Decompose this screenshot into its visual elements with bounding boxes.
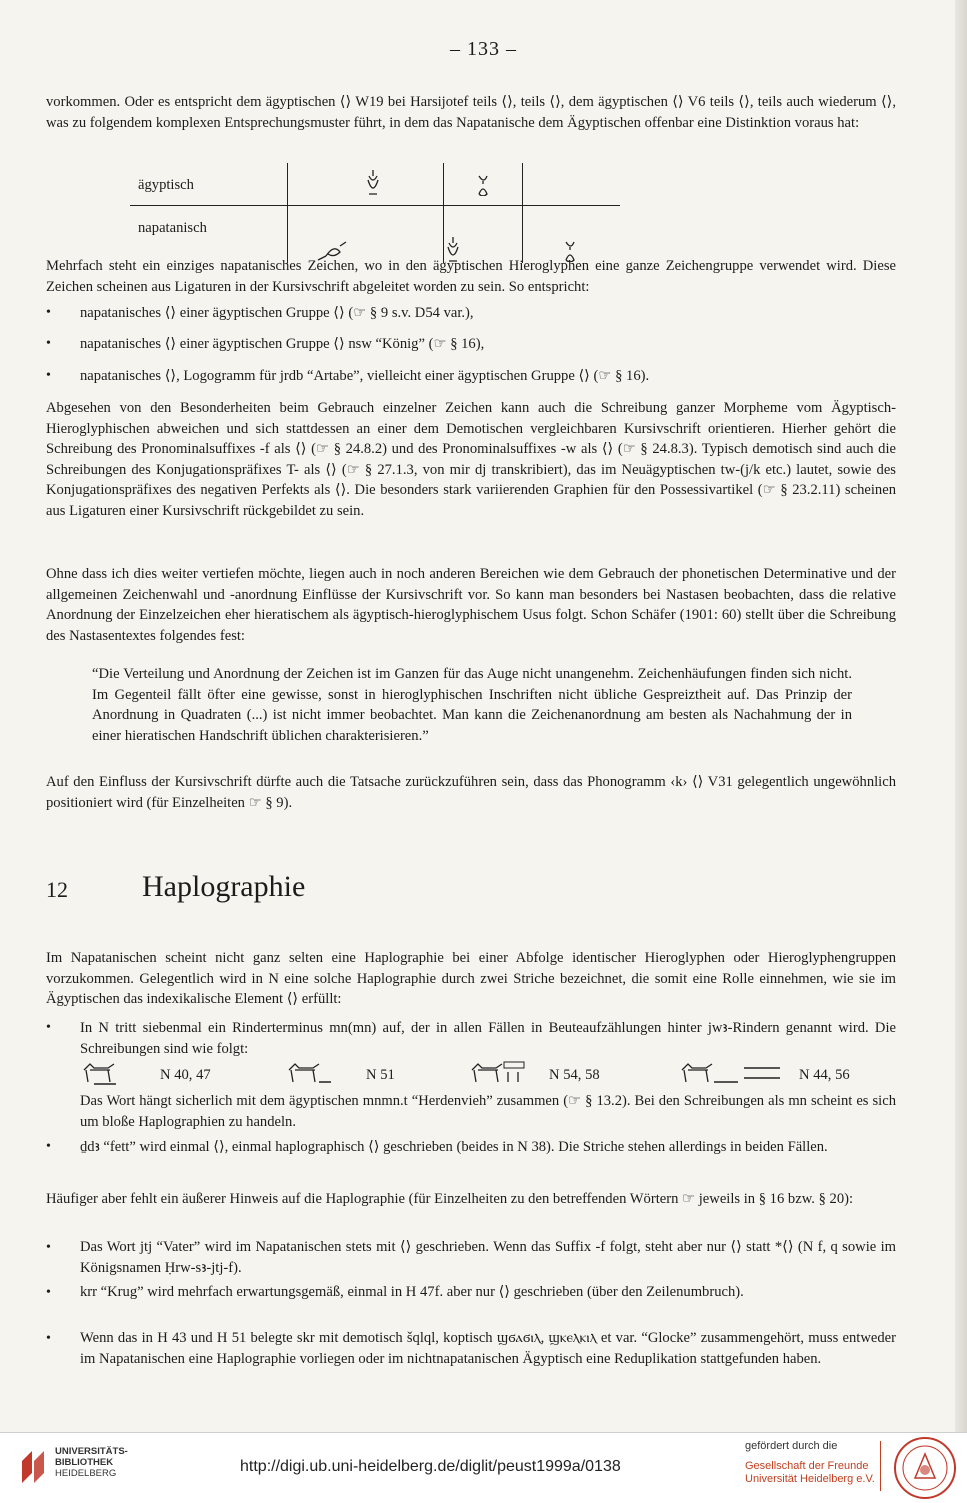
footer-divider — [880, 1441, 881, 1491]
bullet-marker: • — [46, 368, 51, 383]
hieroglyph-bull-icon — [285, 1060, 333, 1086]
list-item-continuation: Das Wort hängt sicherlich mit dem ägyptischen mnmn.t “Herdenvieh” zusammen (☞ § 13.2). Bei den Schreibungen als mn scheint es sich um bloße Haplographien zu handeln. — [80, 1093, 896, 1130]
paragraph-phonogram: Auf den Einfluss der Kursivschrift dürfte auch die Tatsache zurückzuführen sein, dass das Phonogramm ‹k› ⟨⟩ V31 gelegentlich ungewöhnlich positioniert wird (für Einzelheiten ☞ § 9). — [46, 774, 896, 811]
table-vline — [287, 163, 288, 263]
reference-n44-56: N 44, 56 — [799, 1067, 850, 1083]
paragraph-haplography-2: Häufiger aber fehlt ein äußerer Hinweis auf die Haplographie (für Einzelheiten zu den betreffenden Wörtern ☞ jeweils in § 16 bzw. § 20): — [46, 1191, 854, 1207]
table-row-label-egyptian: ägyptisch — [138, 177, 194, 193]
university-seal-icon — [893, 1436, 957, 1500]
section-number: 12 — [46, 877, 68, 902]
bullet-marker: • — [46, 1331, 51, 1346]
sponsor-name-line1: Gesellschaft der Freunde — [745, 1460, 869, 1472]
list-item: In N tritt siebenmal ein Rinderterminus mn(mn) auf, der in allen Fällen in Beuteaufzählungen hinter jwꜣ-Rindern genannt wird. Die Schreibungen sind wie folgt: — [80, 1020, 896, 1057]
hieroglyph-bull-icon — [678, 1058, 786, 1086]
table-horizontal-rule — [130, 205, 620, 206]
bullet-marker: • — [46, 1285, 51, 1300]
list-item: krr “Krug” wird mehrfach erwartungsgemäß, einmal in H 47f. aber nur ⟨⟩ geschrieben (über den Zeilenumbruch). — [80, 1284, 744, 1300]
paragraph-morphemes: Abgesehen von den Besonderheiten beim Gebrauch einzelner Zeichen kann auch die Schreibung ganzer Morpheme vom Ägyptisch-Hieroglyphischen abweichen und sich stattdessen an einer dem Demotischen vergleichbaren Kursivschrift orientieren. Hierher gehört die Schreibung des Pronominalsuffixes -f als ⟨⟩ (☞ § 24.8.2) und des Pronominalsuffixes -w als ⟨⟩ (☞ § 24.8.3). Typisch demotisch sind auch die Schreibungen des Konjugationspräfixes T- als ⟨⟩ (☞ § 27.1.3, von mir dj transkribiert), das im Neuägyptischen tw-(j/k etc.) lautet, sowie des Konjugationspräfixes des negativen Perfekts als ⟨⟩. Die besonders stark variierenden Graphien für den Possessivartikel (☞ § 23.2.11) scheinen aus Ligaturen einer Kursivschrift rückgebildet zu sein. — [46, 400, 896, 519]
bullet-marker: • — [46, 1020, 51, 1035]
sponsor-name-line2: Universität Heidelberg e.V. — [745, 1473, 875, 1485]
list-item: napatanisches ⟨⟩ einer ägyptischen Gruppe ⟨⟩ (☞ § 9 s.v. D54 var.), — [80, 305, 474, 321]
library-name-line1: UNIVERSITÄTS- — [55, 1446, 128, 1457]
hieroglyph-w19-icon — [365, 168, 381, 198]
list-item: napatanisches ⟨⟩ einer ägyptischen Gruppe ⟨⟩ nsw “König” (☞ § 16), — [80, 336, 485, 352]
bullet-marker: • — [46, 336, 51, 351]
library-name-line3: HEIDELBERG — [55, 1468, 117, 1479]
hieroglyph-bull-icon — [80, 1060, 118, 1086]
reference-n54-58: N 54, 58 — [549, 1067, 600, 1083]
section-title: Haplographie — [142, 870, 306, 903]
list-item: Wenn das in H 43 und H 51 belegte skr mit demotisch šqlql, koptisch ϣϭⲁϭⲓⲗ, ϣⲕⲉⲗⲕⲓⲗ et var. “Glocke” zusammengehört, muss entweder im Napatanischen eine Haplographie vorliegen oder im nichtnapatanischen Ägyptisch eine Reduplikation stattgefunden haben. — [80, 1330, 896, 1367]
block-quote: “Die Verteilung und Anordnung der Zeichen ist im Ganzen für das Auge nicht unangenehm. Zeichenhäufungen finden sich nicht. Im Gegenteil fällt öfter eine gewisse, sonst in hieroglyphischen Inschriften nicht übliche Gespreiztheit auf. Das Prinzip der Anordnung in Quadraten (...) ist nicht immer beobachtet. Man kann die Zeichenanordnung am besten als Nachahmung der in einer hieratischen Handschrift üblichen charakterisieren.” — [92, 666, 852, 744]
paragraph-ligatures: Mehrfach steht ein einziges napatanisches Zeichen, wo in den ägyptischen Hieroglyphen eine ganze Zeichengruppe verwendet wird. Diese Zeichen scheinen aus Ligaturen in der Kursivschrift abgeleitet worden zu sein. So entspricht: — [46, 258, 896, 295]
table-vline — [443, 163, 444, 263]
library-name-line2: BIBLIOTHEK — [55, 1457, 114, 1468]
bullet-marker: • — [46, 1240, 51, 1255]
paragraph-intro: vorkommen. Oder es entspricht dem ägyptischen ⟨⟩ W19 bei Harsijotef teils ⟨⟩, teils ⟨⟩, dem ägyptischen ⟨⟩ V6 teils ⟨⟩, teils auch wiederum ⟨⟩, was zu folgendem komplexen Entsprechungsmuster führt, in dem das Napatanische dem Ägyptischen offenbar eine Distinktion voraus hat: — [46, 94, 896, 131]
list-item: Das Wort jtj “Vater” wird im Napatanischen stets mit ⟨⟩ geschrieben. Wenn das Suffix -f folgt, steht aber nur ⟨⟩ statt *⟨⟩ (N f, q sowie im Königsnamen Ḥrw-sꜣ-jtj-f). — [80, 1239, 896, 1276]
permalink-url[interactable]: http://digi.ub.uni-heidelberg.de/diglit/peust1999a/0138 — [240, 1458, 621, 1475]
hieroglyph-bull-icon — [468, 1058, 528, 1086]
bullet-marker: • — [46, 1139, 51, 1154]
page-number: – 133 – — [450, 38, 517, 60]
page-edge — [955, 0, 967, 1432]
bullet-marker: • — [46, 305, 51, 320]
paragraph-haplography: Im Napatanischen scheint nicht ganz selten eine Haplographie bei einer Abfolge identischer Hieroglyphen oder Hieroglyphengruppen vorzukommen. Gelegentlich wird in N eine solche Haplographie durch zwei Striche bezeichnet, die somit eine Rolle einnehmen, wie sie im Ägyptischen das indexikalische Element ⟨⟩ erfüllt: — [46, 950, 896, 1008]
list-item: ḏdꜣ “fett” wird einmal ⟨⟩, einmal haplographisch ⟨⟩ geschrieben (beides in N 38). Die Striche stehen allerdings in beiden Fällen. — [80, 1139, 828, 1155]
library-logo-icon — [18, 1447, 48, 1487]
table-row-label-napatan: napatanisch — [138, 220, 207, 236]
paragraph-cursive: Ohne dass ich dies weiter vertiefen möchte, liegen auch in noch anderen Bereichen wie dem Gebrauch der phonetischen Determinative und der allgemeinen Zeichenwahl und -anordnung Einflüsse der Kursivschrift vor. So kann man besonders bei Nastasen beobachten, dass die relative Anordnung der Einzelzeichen eher hieratischem als ägyptisch-hieroglyphischem Usus folgt. Schon Schäfer (1901: 60) stellt über die Schreibung des Nastasentextes folgendes fest: — [46, 566, 896, 644]
reference-n40-47: N 40, 47 — [160, 1067, 211, 1083]
table-vline — [522, 163, 523, 263]
reference-n51: N 51 — [366, 1067, 395, 1083]
sponsor-label: gefördert durch die — [745, 1440, 838, 1452]
list-item: napatanisches ⟨⟩, Logogramm für jrdb “Artabe”, vielleicht einer ägyptischen Gruppe ⟨⟩ (☞ § 16). — [80, 368, 650, 384]
hieroglyph-v6-icon — [476, 174, 490, 196]
